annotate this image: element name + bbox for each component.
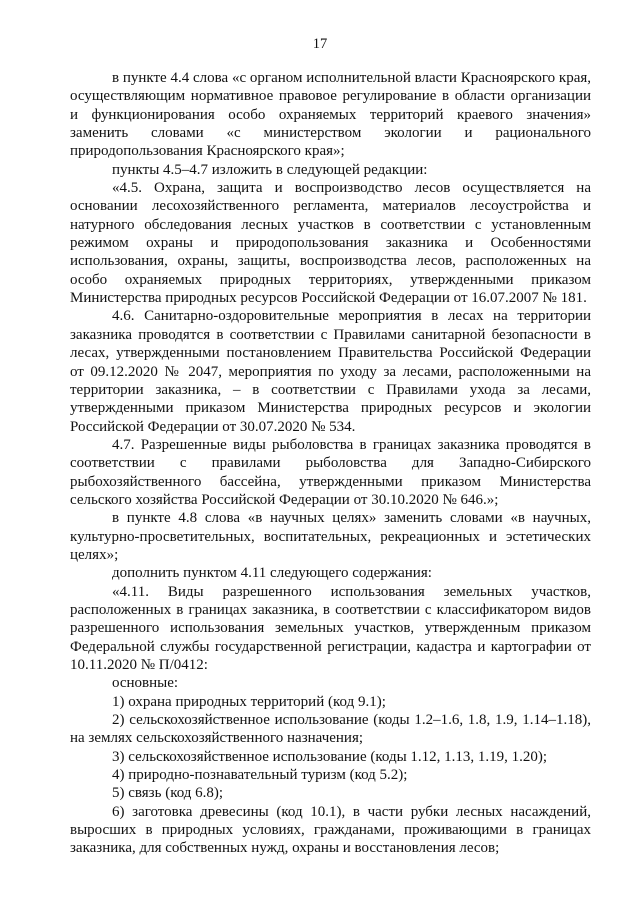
paragraph: 4.6. Санитарно-оздоровительные мероприятия в лесах на территории заказника проводятся в соответствии с Правилами санитарной безопасности в лесах, утвержденными постановлением Правительства Российской Федерации от 09.12.2020 № 2047, мероприятия по уходу за лесами, расположенными на территории заказника, – в соответствии с Правилами ухода за лесами, утвержденными приказом Министерства природных ресурсов и экологии Российской Федерации от 30.07.2020 № 534. — [70, 308, 591, 435]
list-item: 5) связь (код 6.8); — [112, 785, 224, 802]
paragraph: дополнить пунктом 4.11 следующего содержания: — [112, 565, 432, 582]
list-item: 1) охрана природных территорий (код 9.1); — [112, 693, 386, 710]
list-item: 3) сельскохозяйственное использование (коды 1.12, 1.13, 1.19, 1.20); — [112, 748, 548, 765]
paragraph: пункты 4.5–4.7 изложить в следующей редакции: — [112, 161, 428, 178]
list-item: 4) природно-познавательный туризм (код 5.2); — [112, 767, 408, 784]
paragraph: в пункте 4.4 слова «с органом исполнительной власти Красноярского края, осуществляющим нормативное правовое регулирование в области организации и функционирования особо охраняемых территорий краевого значения» заменить словами «с министерством экологии и рационального природопользования Красноярского края»; — [70, 70, 591, 160]
paragraph: «4.11. Виды разрешенного использования земельных участков, расположенных в границах заказника, в соответствии с классификатором видов разрешенного использования земельных участков, утвержденным приказом Федеральной службы государственной регистрации, кадастра и картографии от 10.11.2020 № П/0412: — [70, 583, 591, 673]
paragraph: «4.5. Охрана, защита и воспроизводство лесов осуществляется на основании лесохозяйственного регламента, материалов лесоустройства и натурного обследования лесных участков в соответствии с установленным режимом охраны и природопользования заказника и Особенностями использования, охраны, защиты, воспроизводства лесов, расположенных на особо охраняемых природных территориях, утвержденными приказом Министерства природных ресурсов Российской Федерации от 16.07.2007 № 181. — [70, 180, 591, 307]
list-item: 6) заготовка древесины (код 10.1), в части рубки лесных насаждений, выросших в природных условиях, гражданами, проживающими в границах заказника, для собственных нужд, охраны и восстановления лесов; — [70, 803, 591, 857]
page-number: 17 — [312, 36, 328, 52]
list-item: 2) сельскохозяйственное использование (коды 1.2–1.6, 1.8, 1.9, 1.14–1.18), на землях сельскохозяйственного назначения; — [70, 712, 591, 747]
list-heading: основные: — [112, 675, 179, 692]
paragraph: в пункте 4.8 слова «в научных целях» заменить словами «в научных, культурно-просветительных, воспитательных, рекреационных и эстетических целях»; — [70, 510, 591, 563]
document-body — [70, 69, 591, 858]
paragraph: 4.7. Разрешенные виды рыболовства в границах заказника проводятся в соответствии с правилами рыболовства для Западно-Сибирского рыбохозяйственного бассейна, утвержденными приказом Министерства сельского хозяйства Российской Федерации от 30.10.2020 № 646.»; — [70, 436, 591, 508]
